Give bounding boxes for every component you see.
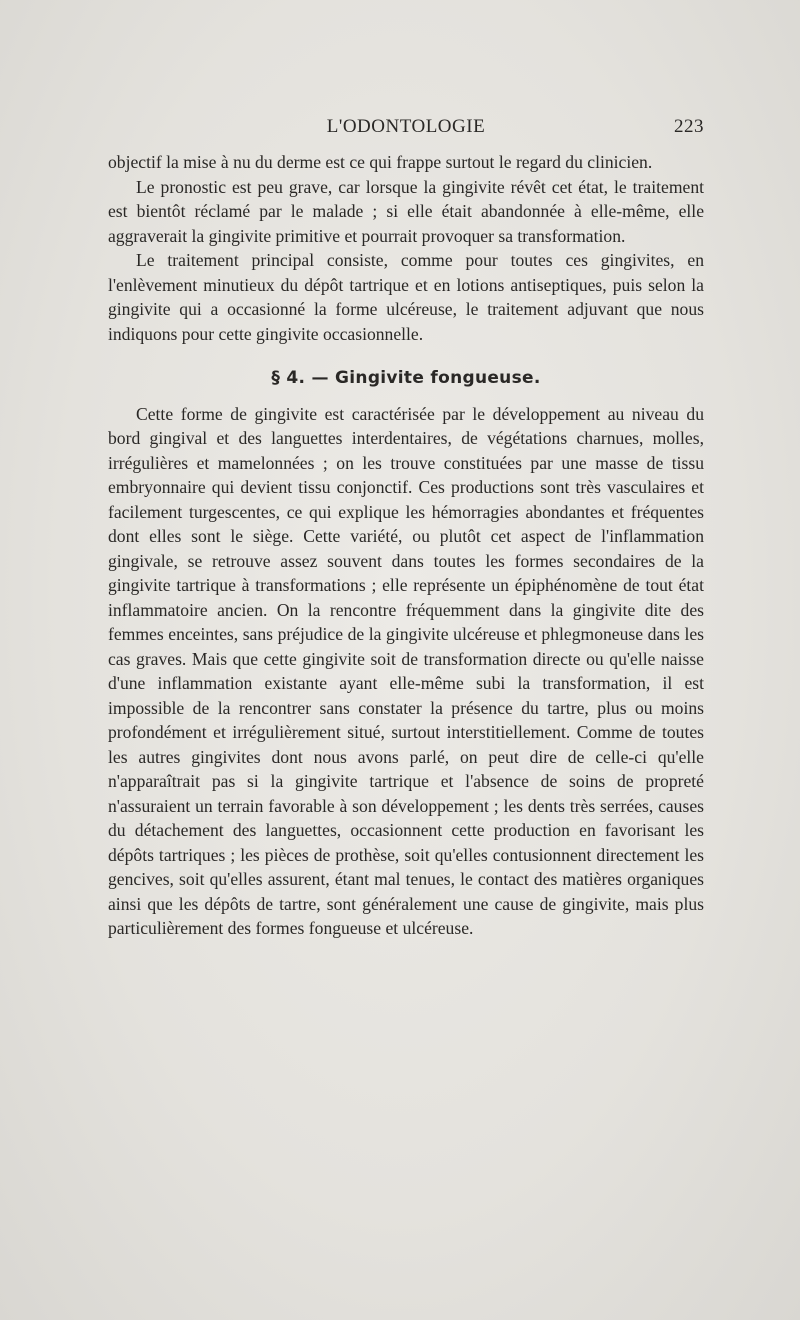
- page-header: [108, 116, 704, 144]
- section-heading: § 4. — Gingivite fongueuse.: [271, 368, 541, 388]
- page-number: 223: [674, 116, 704, 137]
- paragraph-pronostic: Le pronostic est peu grave, car lorsque la gingivite révêt cet état, le traitement est bientôt réclamé par le malade ; si elle était abandonnée à elle-même, elle aggraverait la gingivite primitive et pourrait provoquer sa transformation.: [108, 176, 704, 246]
- paragraph-gingivite-fongueuse: Cette forme de gingivite est caractérisée par le développement au niveau du bord gingival et des languettes interdentaires, de végétations charnues, molles, irrégulières et mamelonnées ; on les trouve constituées par une masse de tissu embryonnaire qui devient tissu conjonctif. Ces productions sont très vasculaires et facilement turgescentes, ce qui explique les hémorragies abondantes et fréquentes dont elles sont le siège. Cette variété, ou plutôt cet aspect de l'inflammation gingivale, se retrouve assez souvent dans toutes les formes secondaires de la gingivite tartrique à transformations ; elle représente un épiphénomène de tout état inflammatoire ancien. On la rencontre fréquemment dans la gingivite dite des femmes enceintes, sans préjudice de la gingivite ulcéreuse et phlegmoneuse dans les cas graves. Mais que cette gingivite soit de transformation directe ou qu'elle naisse d'une inflammation existante ayant elle-même subi la transformation, il est impossible de la rencontrer sans constater la présence du tartre, plus ou moins profondément et irrégulièrement situé, surtout interstitiellement. Comme de toutes les autres gingivites dont nous avons parlé, on peut dire de celle-ci qu'elle n'apparaîtrait pas si la gingivite tartrique et l'absence de soins de propreté n'assuraient un terrain favorable à son développement ; les dents très serrées, causes du détachement des languettes, occasionnent cette production en favorisant les dépôts tartriques ; les pièces de prothèse, soit qu'elles contusionnent directement les gencives, soit qu'elles assurent, étant mal tenues, le contact des matières organiques ainsi que les dépôts de tartre, sont généralement une cause de gingivite, mais plus particulièrement des formes fongueuse et ulcéreuse.: [108, 403, 704, 938]
- running-title: L'ODONTOLOGIE: [326, 116, 486, 137]
- paragraph-continuation: objectif la mise à nu du derme est ce qui frappe surtout le regard du clinicien.: [108, 152, 653, 172]
- body-text: [108, 150, 704, 941]
- paragraph-traitement: Le traitement principal consiste, comme pour toutes ces gingivites, en l'enlèvement minutieux du dépôt tartrique et en lotions antiseptiques, puis selon la gingivite qui a occasionné la forme ulcéreuse, le traitement adjuvant que nous indiquons pour cette gingivite occasionnelle.: [108, 250, 704, 344]
